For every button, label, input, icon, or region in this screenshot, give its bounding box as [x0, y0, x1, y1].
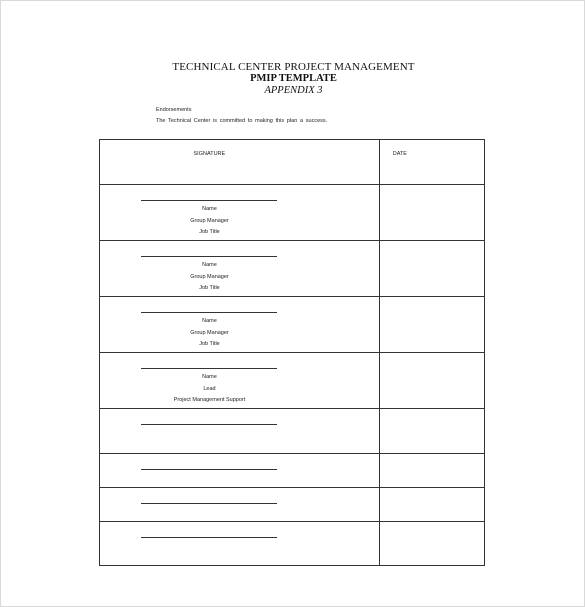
signature-line: [141, 256, 277, 257]
signer-role: Lead: [203, 386, 216, 392]
table-header-row: [100, 140, 485, 185]
date-cell: [379, 297, 484, 353]
signer-name: Name: [202, 318, 217, 324]
table-row: [100, 522, 485, 566]
signer-job-title: Job Title: [199, 341, 220, 347]
signature-line: [141, 312, 277, 313]
signature-line: [141, 503, 277, 504]
signature-cell: [100, 297, 380, 353]
date-cell: [379, 488, 484, 522]
date-cell: [379, 185, 484, 241]
table-row: [100, 241, 485, 297]
signature-cell: [100, 488, 380, 522]
date-cell: [379, 353, 484, 409]
signature-cell: [100, 353, 380, 409]
signature-table: [99, 139, 485, 566]
signer-job-title: Job Title: [199, 285, 220, 291]
table-row: [100, 409, 485, 454]
signer-name: Name: [202, 206, 217, 212]
signature-column-header: SIGNATURE: [100, 140, 380, 185]
signer-job-title: Job Title: [199, 229, 220, 235]
table-row: [100, 297, 485, 353]
document-title: TECHNICAL CENTER PROJECT MANAGEMENT: [172, 61, 415, 73]
date-cell: [379, 241, 484, 297]
signature-line: [141, 424, 277, 425]
signature-line: [141, 537, 277, 538]
table-row: [100, 185, 485, 241]
signer-role: Group Manager: [190, 274, 229, 280]
date-cell: [379, 454, 484, 488]
date-column-header: DATE: [379, 140, 484, 185]
signature-cell: [100, 241, 380, 297]
table-row: [100, 454, 485, 488]
signature-cell: [100, 454, 380, 488]
signature-cell: [100, 185, 380, 241]
appendix-label: APPENDIX 3: [264, 85, 323, 96]
signer-name: Name: [202, 374, 217, 380]
signer-name: Name: [202, 262, 217, 268]
signer-job-title: Project Management Support: [173, 397, 246, 403]
signer-role: Group Manager: [190, 330, 229, 336]
signature-line: [141, 469, 277, 470]
table-row: [100, 488, 485, 522]
signature-cell: [100, 522, 380, 566]
endorsements-label: Endorsements: [156, 107, 192, 113]
signature-cell: [100, 409, 380, 454]
table-row: [100, 353, 485, 409]
date-cell: [379, 409, 484, 454]
signer-role: Group Manager: [190, 218, 229, 224]
date-cell: [379, 522, 484, 566]
signature-line: [141, 368, 277, 369]
endorsements-text: The Technical Center is committed to making this plan a success.: [156, 118, 328, 124]
document-subtitle: PMIP TEMPLATE: [250, 73, 337, 84]
signature-line: [141, 200, 277, 201]
